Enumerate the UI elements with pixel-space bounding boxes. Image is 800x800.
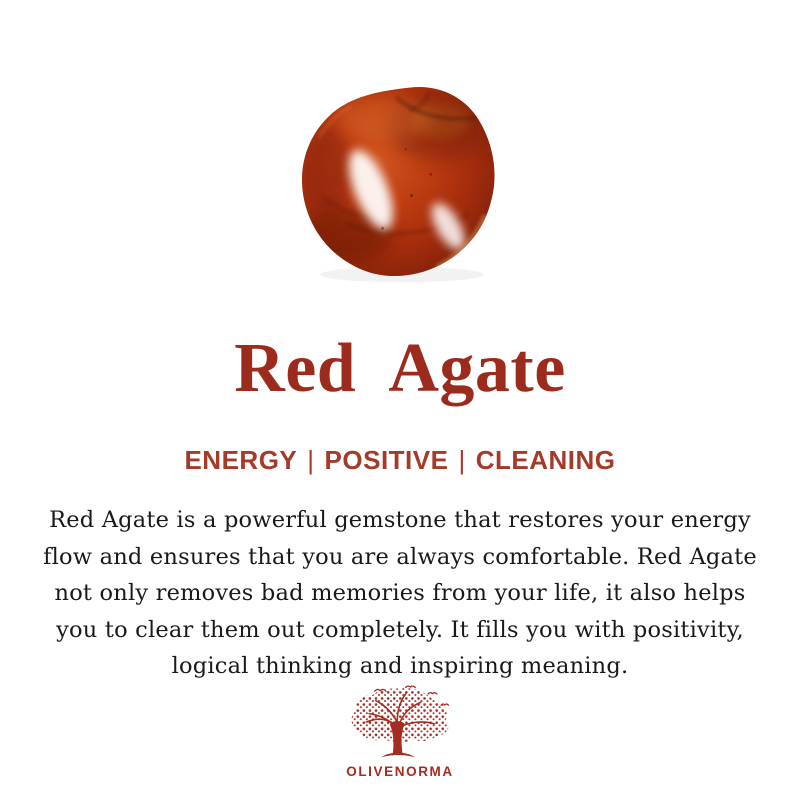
product-description [0,502,800,685]
tag-positive: POSITIVE [324,445,449,475]
description-line: logical thinking and inspiring meaning. [171,653,629,679]
description-line: Red Agate is a powerful gemstone that restores your energy [49,507,751,533]
description-line: not only removes bad memories from your life, it also helps [54,580,746,606]
red-agate-stone-graphic [294,80,506,286]
brand-footer [0,684,800,779]
tag-separator: | [307,445,315,475]
bird-icon [428,693,437,694]
tag-energy: ENERGY [184,445,298,475]
product-title: Red Agate [234,330,566,407]
description-line: flow and ensures that you are always comfortable. Red Agate [43,543,757,570]
brand-name: OLIVENORMA [346,764,454,779]
description-line: you to clear them out completely. It fills you with positivity, [56,616,744,643]
tag-separator: | [458,445,466,475]
tag-cleaning: CLEANING [475,445,616,475]
bird-icon [406,686,416,688]
tree-logo-icon [344,684,456,760]
product-tags [0,444,800,476]
red-agate-stone-image [294,80,506,286]
